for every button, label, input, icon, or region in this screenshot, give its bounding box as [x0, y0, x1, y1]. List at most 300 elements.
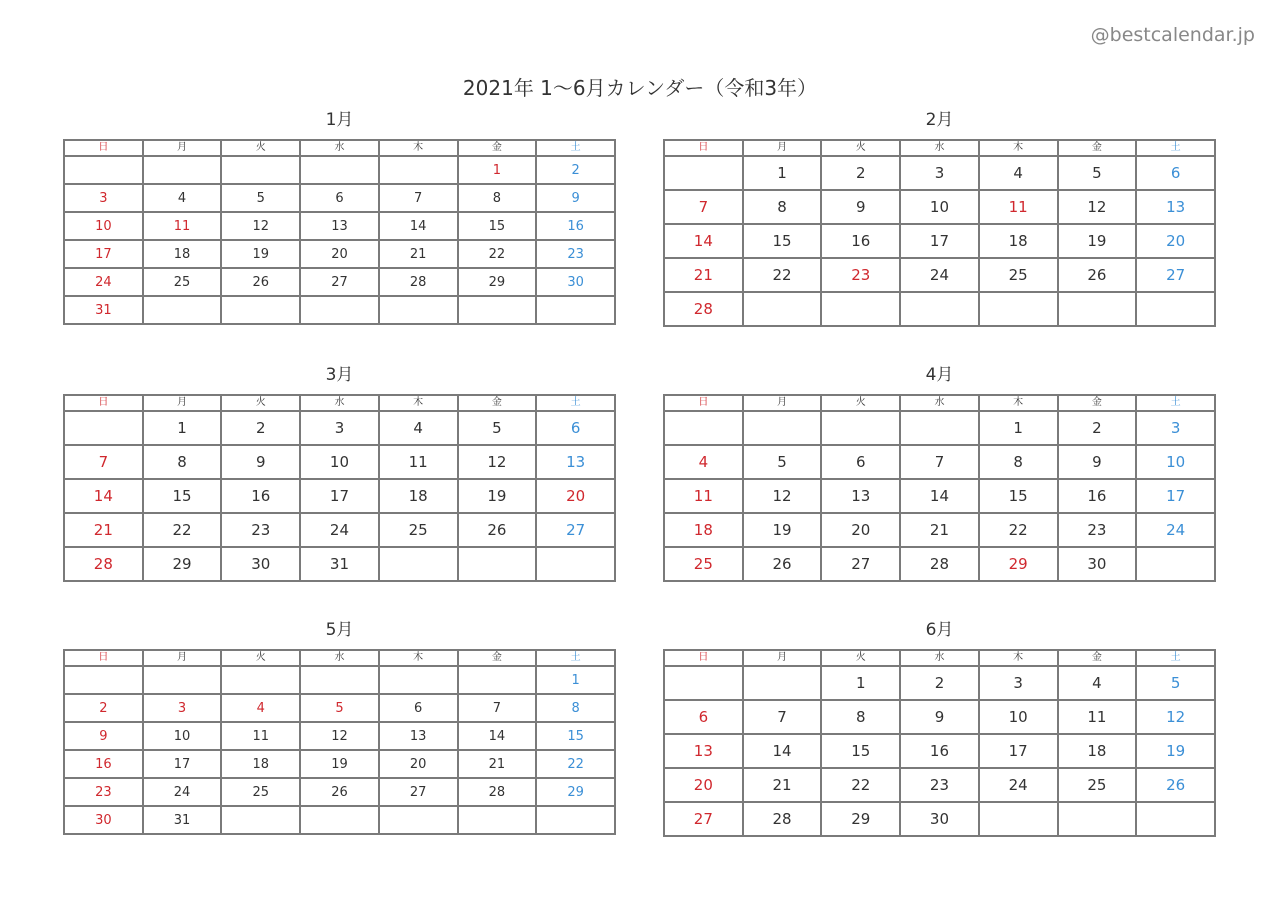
- month-title: 1月: [325, 110, 354, 130]
- day-cell: 19: [221, 240, 300, 268]
- week-row: [664, 190, 1215, 224]
- week-row: [64, 479, 615, 513]
- empty-cell: [379, 296, 458, 324]
- day-cell: 12: [1058, 190, 1137, 224]
- month-title: 5月: [325, 620, 354, 640]
- day-cell: 13: [821, 479, 900, 513]
- day-cell: 12: [458, 445, 537, 479]
- day-cell: 21: [379, 240, 458, 268]
- weekday-label: 水: [300, 140, 379, 156]
- day-cell: 10: [900, 190, 979, 224]
- month-calendar: [663, 364, 1216, 582]
- weekday-label: 日: [64, 395, 143, 411]
- weekday-label: 月: [143, 395, 222, 411]
- day-cell: 3: [300, 411, 379, 445]
- day-cell: 10: [143, 722, 222, 750]
- weekday-label: 木: [379, 140, 458, 156]
- day-cell: 23: [64, 778, 143, 806]
- empty-cell: [979, 292, 1058, 326]
- week-row: [664, 734, 1215, 768]
- day-cell: 10: [979, 700, 1058, 734]
- empty-cell: [1058, 292, 1137, 326]
- day-cell: 31: [300, 547, 379, 581]
- day-cell: 27: [664, 802, 743, 836]
- day-cell: 30: [221, 547, 300, 581]
- weekday-label: 木: [379, 395, 458, 411]
- weekday-label: 水: [300, 650, 379, 666]
- day-cell: 22: [821, 768, 900, 802]
- day-cell: 16: [221, 479, 300, 513]
- day-cell: 7: [64, 445, 143, 479]
- day-cell: 7: [664, 190, 743, 224]
- day-cell: 30: [536, 268, 615, 296]
- week-row: [64, 750, 615, 778]
- empty-cell: [300, 296, 379, 324]
- day-cell: 1: [458, 156, 537, 184]
- day-cell: 15: [821, 734, 900, 768]
- weekday-label: 火: [821, 140, 900, 156]
- day-cell: 17: [64, 240, 143, 268]
- day-cell: 15: [536, 722, 615, 750]
- empty-cell: [664, 666, 743, 700]
- day-cell: 7: [379, 184, 458, 212]
- day-cell: 3: [143, 694, 222, 722]
- empty-cell: [1136, 547, 1215, 581]
- empty-cell: [1136, 292, 1215, 326]
- day-cell: 13: [1136, 190, 1215, 224]
- empty-cell: [664, 411, 743, 445]
- day-cell: 31: [143, 806, 222, 834]
- day-cell: 4: [379, 411, 458, 445]
- weekday-label: 水: [900, 140, 979, 156]
- day-cell: 10: [64, 212, 143, 240]
- empty-cell: [743, 666, 822, 700]
- day-cell: 12: [221, 212, 300, 240]
- day-cell: 8: [743, 190, 822, 224]
- day-cell: 8: [979, 445, 1058, 479]
- week-row: [64, 722, 615, 750]
- month-calendar: [663, 109, 1216, 327]
- day-cell: 22: [979, 513, 1058, 547]
- week-row: [664, 802, 1215, 836]
- empty-cell: [536, 806, 615, 834]
- day-cell: 12: [300, 722, 379, 750]
- day-cell: 21: [64, 513, 143, 547]
- week-row: [664, 156, 1215, 190]
- empty-cell: [300, 156, 379, 184]
- day-cell: 11: [143, 212, 222, 240]
- empty-cell: [743, 411, 822, 445]
- day-cell: 11: [1058, 700, 1137, 734]
- empty-cell: [900, 411, 979, 445]
- month-title: 2月: [925, 110, 954, 130]
- weekday-label: 日: [664, 395, 743, 411]
- day-cell: 30: [1058, 547, 1137, 581]
- day-cell: 4: [979, 156, 1058, 190]
- day-cell: 6: [536, 411, 615, 445]
- day-cell: 17: [1136, 479, 1215, 513]
- day-cell: 16: [536, 212, 615, 240]
- weekday-label: 木: [979, 140, 1058, 156]
- month-table: [63, 139, 616, 325]
- day-cell: 27: [379, 778, 458, 806]
- week-row: [64, 156, 615, 184]
- day-cell: 16: [1058, 479, 1137, 513]
- day-cell: 25: [379, 513, 458, 547]
- weekday-label: 金: [458, 395, 537, 411]
- day-cell: 4: [143, 184, 222, 212]
- empty-cell: [379, 806, 458, 834]
- day-cell: 20: [821, 513, 900, 547]
- day-cell: 5: [458, 411, 537, 445]
- day-cell: 20: [379, 750, 458, 778]
- day-cell: 6: [821, 445, 900, 479]
- day-cell: 9: [1058, 445, 1137, 479]
- day-cell: 26: [221, 268, 300, 296]
- week-row: [664, 700, 1215, 734]
- empty-cell: [458, 547, 537, 581]
- empty-cell: [458, 806, 537, 834]
- weekday-header: [664, 140, 1215, 156]
- day-cell: 17: [300, 479, 379, 513]
- weekday-label: 月: [743, 140, 822, 156]
- day-cell: 22: [458, 240, 537, 268]
- day-cell: 10: [1136, 445, 1215, 479]
- day-cell: 14: [379, 212, 458, 240]
- day-cell: 6: [1136, 156, 1215, 190]
- weekday-label: 土: [1136, 650, 1215, 666]
- day-cell: 28: [900, 547, 979, 581]
- day-cell: 22: [743, 258, 822, 292]
- day-cell: 28: [379, 268, 458, 296]
- day-cell: 25: [664, 547, 743, 581]
- day-cell: 15: [458, 212, 537, 240]
- day-cell: 30: [64, 806, 143, 834]
- day-cell: 24: [143, 778, 222, 806]
- day-cell: 21: [664, 258, 743, 292]
- day-cell: 28: [64, 547, 143, 581]
- empty-cell: [143, 156, 222, 184]
- week-row: [664, 224, 1215, 258]
- day-cell: 14: [900, 479, 979, 513]
- day-cell: 20: [300, 240, 379, 268]
- day-cell: 1: [536, 666, 615, 694]
- month-table: [663, 139, 1216, 327]
- day-cell: 25: [979, 258, 1058, 292]
- week-row: [64, 212, 615, 240]
- empty-cell: [1058, 802, 1137, 836]
- day-cell: 29: [143, 547, 222, 581]
- weekday-label: 火: [821, 395, 900, 411]
- weekday-label: 火: [221, 650, 300, 666]
- day-cell: 17: [900, 224, 979, 258]
- empty-cell: [821, 411, 900, 445]
- empty-cell: [143, 296, 222, 324]
- weekday-label: 火: [221, 140, 300, 156]
- week-row: [64, 296, 615, 324]
- week-row: [64, 445, 615, 479]
- day-cell: 18: [379, 479, 458, 513]
- weekday-label: 木: [379, 650, 458, 666]
- day-cell: 13: [536, 445, 615, 479]
- day-cell: 25: [143, 268, 222, 296]
- day-cell: 13: [300, 212, 379, 240]
- weekday-header: [664, 395, 1215, 411]
- day-cell: 3: [1136, 411, 1215, 445]
- day-cell: 24: [1136, 513, 1215, 547]
- day-cell: 2: [821, 156, 900, 190]
- week-row: [664, 479, 1215, 513]
- day-cell: 2: [221, 411, 300, 445]
- day-cell: 14: [664, 224, 743, 258]
- day-cell: 15: [979, 479, 1058, 513]
- day-cell: 1: [143, 411, 222, 445]
- week-row: [64, 411, 615, 445]
- weekday-label: 月: [743, 395, 822, 411]
- empty-cell: [458, 666, 537, 694]
- day-cell: 2: [536, 156, 615, 184]
- week-row: [64, 184, 615, 212]
- empty-cell: [664, 156, 743, 190]
- weekday-label: 水: [900, 650, 979, 666]
- month-calendar: [63, 109, 616, 325]
- empty-cell: [379, 156, 458, 184]
- month-table: [63, 394, 616, 582]
- day-cell: 22: [143, 513, 222, 547]
- day-cell: 9: [536, 184, 615, 212]
- weekday-label: 火: [821, 650, 900, 666]
- empty-cell: [300, 806, 379, 834]
- day-cell: 24: [900, 258, 979, 292]
- day-cell: 11: [221, 722, 300, 750]
- weekday-label: 土: [536, 395, 615, 411]
- day-cell: 18: [221, 750, 300, 778]
- day-cell: 23: [536, 240, 615, 268]
- month-title: 4月: [925, 365, 954, 385]
- day-cell: 18: [664, 513, 743, 547]
- day-cell: 1: [821, 666, 900, 700]
- day-cell: 5: [300, 694, 379, 722]
- week-row: [664, 666, 1215, 700]
- day-cell: 26: [458, 513, 537, 547]
- empty-cell: [221, 156, 300, 184]
- day-cell: 28: [743, 802, 822, 836]
- weekday-header: [664, 650, 1215, 666]
- day-cell: 7: [458, 694, 537, 722]
- day-cell: 8: [821, 700, 900, 734]
- weekday-header: [64, 650, 615, 666]
- day-cell: 11: [379, 445, 458, 479]
- day-cell: 8: [458, 184, 537, 212]
- week-row: [664, 445, 1215, 479]
- weekday-label: 木: [979, 650, 1058, 666]
- week-row: [64, 268, 615, 296]
- weekday-header: [64, 140, 615, 156]
- day-cell: 20: [1136, 224, 1215, 258]
- day-cell: 14: [64, 479, 143, 513]
- day-cell: 1: [743, 156, 822, 190]
- day-cell: 2: [900, 666, 979, 700]
- day-cell: 26: [743, 547, 822, 581]
- month-calendar: [63, 364, 616, 582]
- weekday-label: 日: [64, 650, 143, 666]
- empty-cell: [64, 411, 143, 445]
- day-cell: 14: [458, 722, 537, 750]
- day-cell: 18: [143, 240, 222, 268]
- empty-cell: [221, 296, 300, 324]
- day-cell: 8: [143, 445, 222, 479]
- empty-cell: [379, 666, 458, 694]
- month-calendar: [63, 619, 616, 835]
- day-cell: 24: [979, 768, 1058, 802]
- day-cell: 5: [743, 445, 822, 479]
- weekday-label: 水: [300, 395, 379, 411]
- day-cell: 23: [1058, 513, 1137, 547]
- empty-cell: [536, 547, 615, 581]
- day-cell: 24: [64, 268, 143, 296]
- day-cell: 21: [743, 768, 822, 802]
- day-cell: 13: [379, 722, 458, 750]
- month-calendar: [663, 619, 1216, 837]
- empty-cell: [64, 666, 143, 694]
- day-cell: 3: [900, 156, 979, 190]
- empty-cell: [900, 292, 979, 326]
- weekday-label: 金: [1058, 140, 1137, 156]
- day-cell: 26: [1058, 258, 1137, 292]
- watermark: @bestcalendar.jp: [1090, 24, 1255, 46]
- day-cell: 19: [1058, 224, 1137, 258]
- day-cell: 25: [221, 778, 300, 806]
- day-cell: 10: [300, 445, 379, 479]
- day-cell: 17: [979, 734, 1058, 768]
- weekday-label: 月: [743, 650, 822, 666]
- empty-cell: [743, 292, 822, 326]
- day-cell: 23: [900, 768, 979, 802]
- day-cell: 14: [743, 734, 822, 768]
- day-cell: 20: [664, 768, 743, 802]
- day-cell: 19: [300, 750, 379, 778]
- day-cell: 9: [221, 445, 300, 479]
- day-cell: 6: [300, 184, 379, 212]
- day-cell: 9: [64, 722, 143, 750]
- day-cell: 19: [1136, 734, 1215, 768]
- weekday-label: 日: [664, 650, 743, 666]
- empty-cell: [458, 296, 537, 324]
- day-cell: 9: [900, 700, 979, 734]
- day-cell: 27: [821, 547, 900, 581]
- week-row: [664, 513, 1215, 547]
- day-cell: 29: [536, 778, 615, 806]
- empty-cell: [221, 806, 300, 834]
- day-cell: 29: [979, 547, 1058, 581]
- weekday-label: 土: [536, 140, 615, 156]
- day-cell: 4: [221, 694, 300, 722]
- day-cell: 23: [221, 513, 300, 547]
- month-table: [663, 649, 1216, 837]
- day-cell: 18: [979, 224, 1058, 258]
- empty-cell: [379, 547, 458, 581]
- day-cell: 29: [458, 268, 537, 296]
- empty-cell: [64, 156, 143, 184]
- day-cell: 31: [64, 296, 143, 324]
- week-row: [664, 768, 1215, 802]
- day-cell: 8: [536, 694, 615, 722]
- weekday-label: 土: [1136, 140, 1215, 156]
- month-table: [663, 394, 1216, 582]
- day-cell: 18: [1058, 734, 1137, 768]
- day-cell: 20: [536, 479, 615, 513]
- empty-cell: [300, 666, 379, 694]
- weekday-header: [64, 395, 615, 411]
- day-cell: 27: [300, 268, 379, 296]
- day-cell: 5: [1136, 666, 1215, 700]
- weekday-label: 木: [979, 395, 1058, 411]
- day-cell: 11: [979, 190, 1058, 224]
- month-table: [63, 649, 616, 835]
- day-cell: 28: [664, 292, 743, 326]
- empty-cell: [979, 802, 1058, 836]
- day-cell: 13: [664, 734, 743, 768]
- weekday-label: 金: [1058, 650, 1137, 666]
- weekday-label: 月: [143, 140, 222, 156]
- day-cell: 5: [1058, 156, 1137, 190]
- week-row: [664, 292, 1215, 326]
- day-cell: 4: [664, 445, 743, 479]
- weekday-label: 土: [1136, 395, 1215, 411]
- day-cell: 19: [743, 513, 822, 547]
- week-row: [64, 513, 615, 547]
- weekday-label: 土: [536, 650, 615, 666]
- empty-cell: [536, 296, 615, 324]
- week-row: [64, 806, 615, 834]
- day-cell: 27: [536, 513, 615, 547]
- day-cell: 16: [821, 224, 900, 258]
- weekday-label: 金: [458, 650, 537, 666]
- day-cell: 3: [979, 666, 1058, 700]
- empty-cell: [221, 666, 300, 694]
- day-cell: 6: [664, 700, 743, 734]
- page-title: 2021年 1〜6月カレンダー（令和3年）: [462, 76, 818, 100]
- day-cell: 27: [1136, 258, 1215, 292]
- weekday-label: 月: [143, 650, 222, 666]
- day-cell: 30: [900, 802, 979, 836]
- week-row: [64, 240, 615, 268]
- week-row: [664, 258, 1215, 292]
- day-cell: 11: [664, 479, 743, 513]
- day-cell: 17: [143, 750, 222, 778]
- day-cell: 24: [300, 513, 379, 547]
- weekday-label: 日: [664, 140, 743, 156]
- week-row: [64, 694, 615, 722]
- day-cell: 26: [1136, 768, 1215, 802]
- week-row: [664, 547, 1215, 581]
- day-cell: 1: [979, 411, 1058, 445]
- day-cell: 19: [458, 479, 537, 513]
- day-cell: 3: [64, 184, 143, 212]
- day-cell: 7: [900, 445, 979, 479]
- weekday-label: 金: [458, 140, 537, 156]
- day-cell: 9: [821, 190, 900, 224]
- day-cell: 15: [743, 224, 822, 258]
- day-cell: 4: [1058, 666, 1137, 700]
- weekday-label: 日: [64, 140, 143, 156]
- week-row: [64, 778, 615, 806]
- day-cell: 16: [64, 750, 143, 778]
- empty-cell: [143, 666, 222, 694]
- day-cell: 2: [64, 694, 143, 722]
- day-cell: 26: [300, 778, 379, 806]
- day-cell: 12: [743, 479, 822, 513]
